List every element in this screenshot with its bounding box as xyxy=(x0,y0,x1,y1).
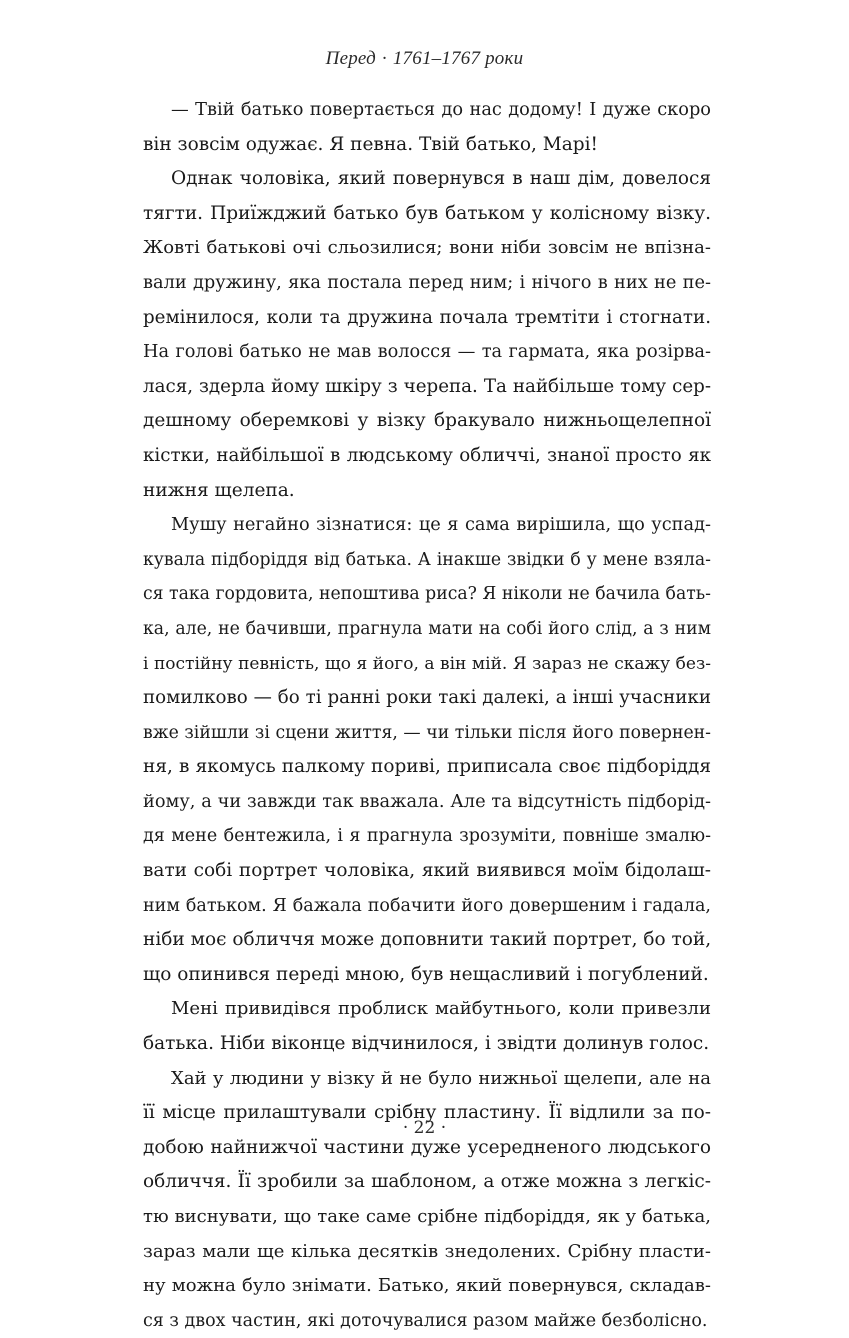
text-line: нижня щелепа. xyxy=(143,479,295,501)
text-line: він зовсім одужає. Я певна. Твій батько, Марі! xyxy=(143,133,598,155)
text-line: тягти. Приїжджий батько був батьком у колісному візку. xyxy=(143,202,711,224)
text-line: — Твій батько повертається до нас додому! І дуже скоро xyxy=(171,100,711,120)
text-line: дя мене бентежила, і я прагнула зрозуміти, повніше змалю- xyxy=(143,826,711,847)
text-line: обличчя. Її зробили за шаблоном, а отже можна з легкіс- xyxy=(143,1171,711,1193)
text-line: тю виснувати, що таке саме срібне підборіддя, як у батька, xyxy=(143,1206,711,1227)
text-line: і постійну певність, що я його, а він мій. Я зараз не скажу без- xyxy=(143,653,711,674)
running-head-separator: · xyxy=(381,48,387,69)
text-line: дешному оберемкові у візку бракувало нижньощелепної xyxy=(143,410,711,432)
text-line: кувала підборіддя від батька. А інакше звідки б у мене взяла- xyxy=(143,549,711,570)
running-head-years: 1761–1767 роки xyxy=(392,48,524,69)
text-line: вали дружину, яка постала перед ним; і нічого в них не пе- xyxy=(143,272,711,293)
text-line: вже зійшли зі сцени життя, — чи тільки після його повернен- xyxy=(143,722,711,743)
body-text xyxy=(143,93,711,1338)
text-line: ну можна було знімати. Батько, який повернувся, складав- xyxy=(143,1275,711,1297)
text-line: ся з двох частин, які доточувалися разом майже безболісно. xyxy=(143,1310,708,1331)
text-line: Мені привидівся проблиск майбутнього, коли привезли xyxy=(171,998,711,1020)
text-line: ся така гордовита, непоштива риса? Я ніколи не бачила бать- xyxy=(143,584,711,605)
text-line: ніби моє обличчя може доповнити такий портрет, бо той, xyxy=(143,929,711,951)
text-line: ним батьком. Я бажала побачити його довершеним і гадала, xyxy=(143,895,711,916)
text-line: батька. Ніби віконце відчинилося, і звідти долинув голос. xyxy=(143,1033,710,1055)
text-line: Жовті батькові очі сльозилися; вони ніби зовсім не впізна- xyxy=(143,237,711,259)
text-line: лася, здерла йому шкіру з черепа. Та найбільше тому сер- xyxy=(143,375,711,397)
page-number: · 22 · xyxy=(402,1118,447,1138)
running-head xyxy=(0,48,849,70)
text-line: На голові батько не мав волосся — та гармата, яка розірва- xyxy=(143,342,711,363)
text-line: ремінилося, коли та дружина почала тремтіти і стогнати. xyxy=(143,306,711,328)
running-head-section: Перед xyxy=(325,48,376,69)
text-line: що опинився переді мною, був нещасливий і погублений. xyxy=(143,963,709,985)
text-line: зараз мали ще кілька десятків знедолених. Срібну пласти- xyxy=(143,1240,711,1262)
text-line: помилково — бо ті ранні роки такі далекі, а інші учасники xyxy=(143,687,711,709)
text-line: ня, в якомусь палкому пориві, приписала своє підборіддя xyxy=(143,756,711,778)
text-line: Мушу негайно зізнатися: це я сама вирішила, що успад- xyxy=(171,515,711,536)
text-line: Однак чоловіка, який повернувся в наш дім, довелося xyxy=(171,168,711,190)
text-line: Хай у людини у візку й не було нижньої щелепи, але на xyxy=(171,1067,711,1089)
text-line: ка, але, не бачивши, прагнула мати на собі його слід, а з ним xyxy=(143,618,711,639)
text-line: кістки, найбільшої в людському обличчі, знаної просто як xyxy=(143,444,711,466)
text-line: її місце прилаштували срібну пластину. Її відлили за по- xyxy=(143,1102,711,1124)
text-line: вати собі портрет чоловіка, який виявився моїм бідолаш- xyxy=(143,860,711,882)
text-line: йому, а чи завжди так вважала. Але та відсутність підборід- xyxy=(143,791,711,812)
text-line: добою найнижчої частини дуже усередненого людського xyxy=(143,1136,711,1158)
